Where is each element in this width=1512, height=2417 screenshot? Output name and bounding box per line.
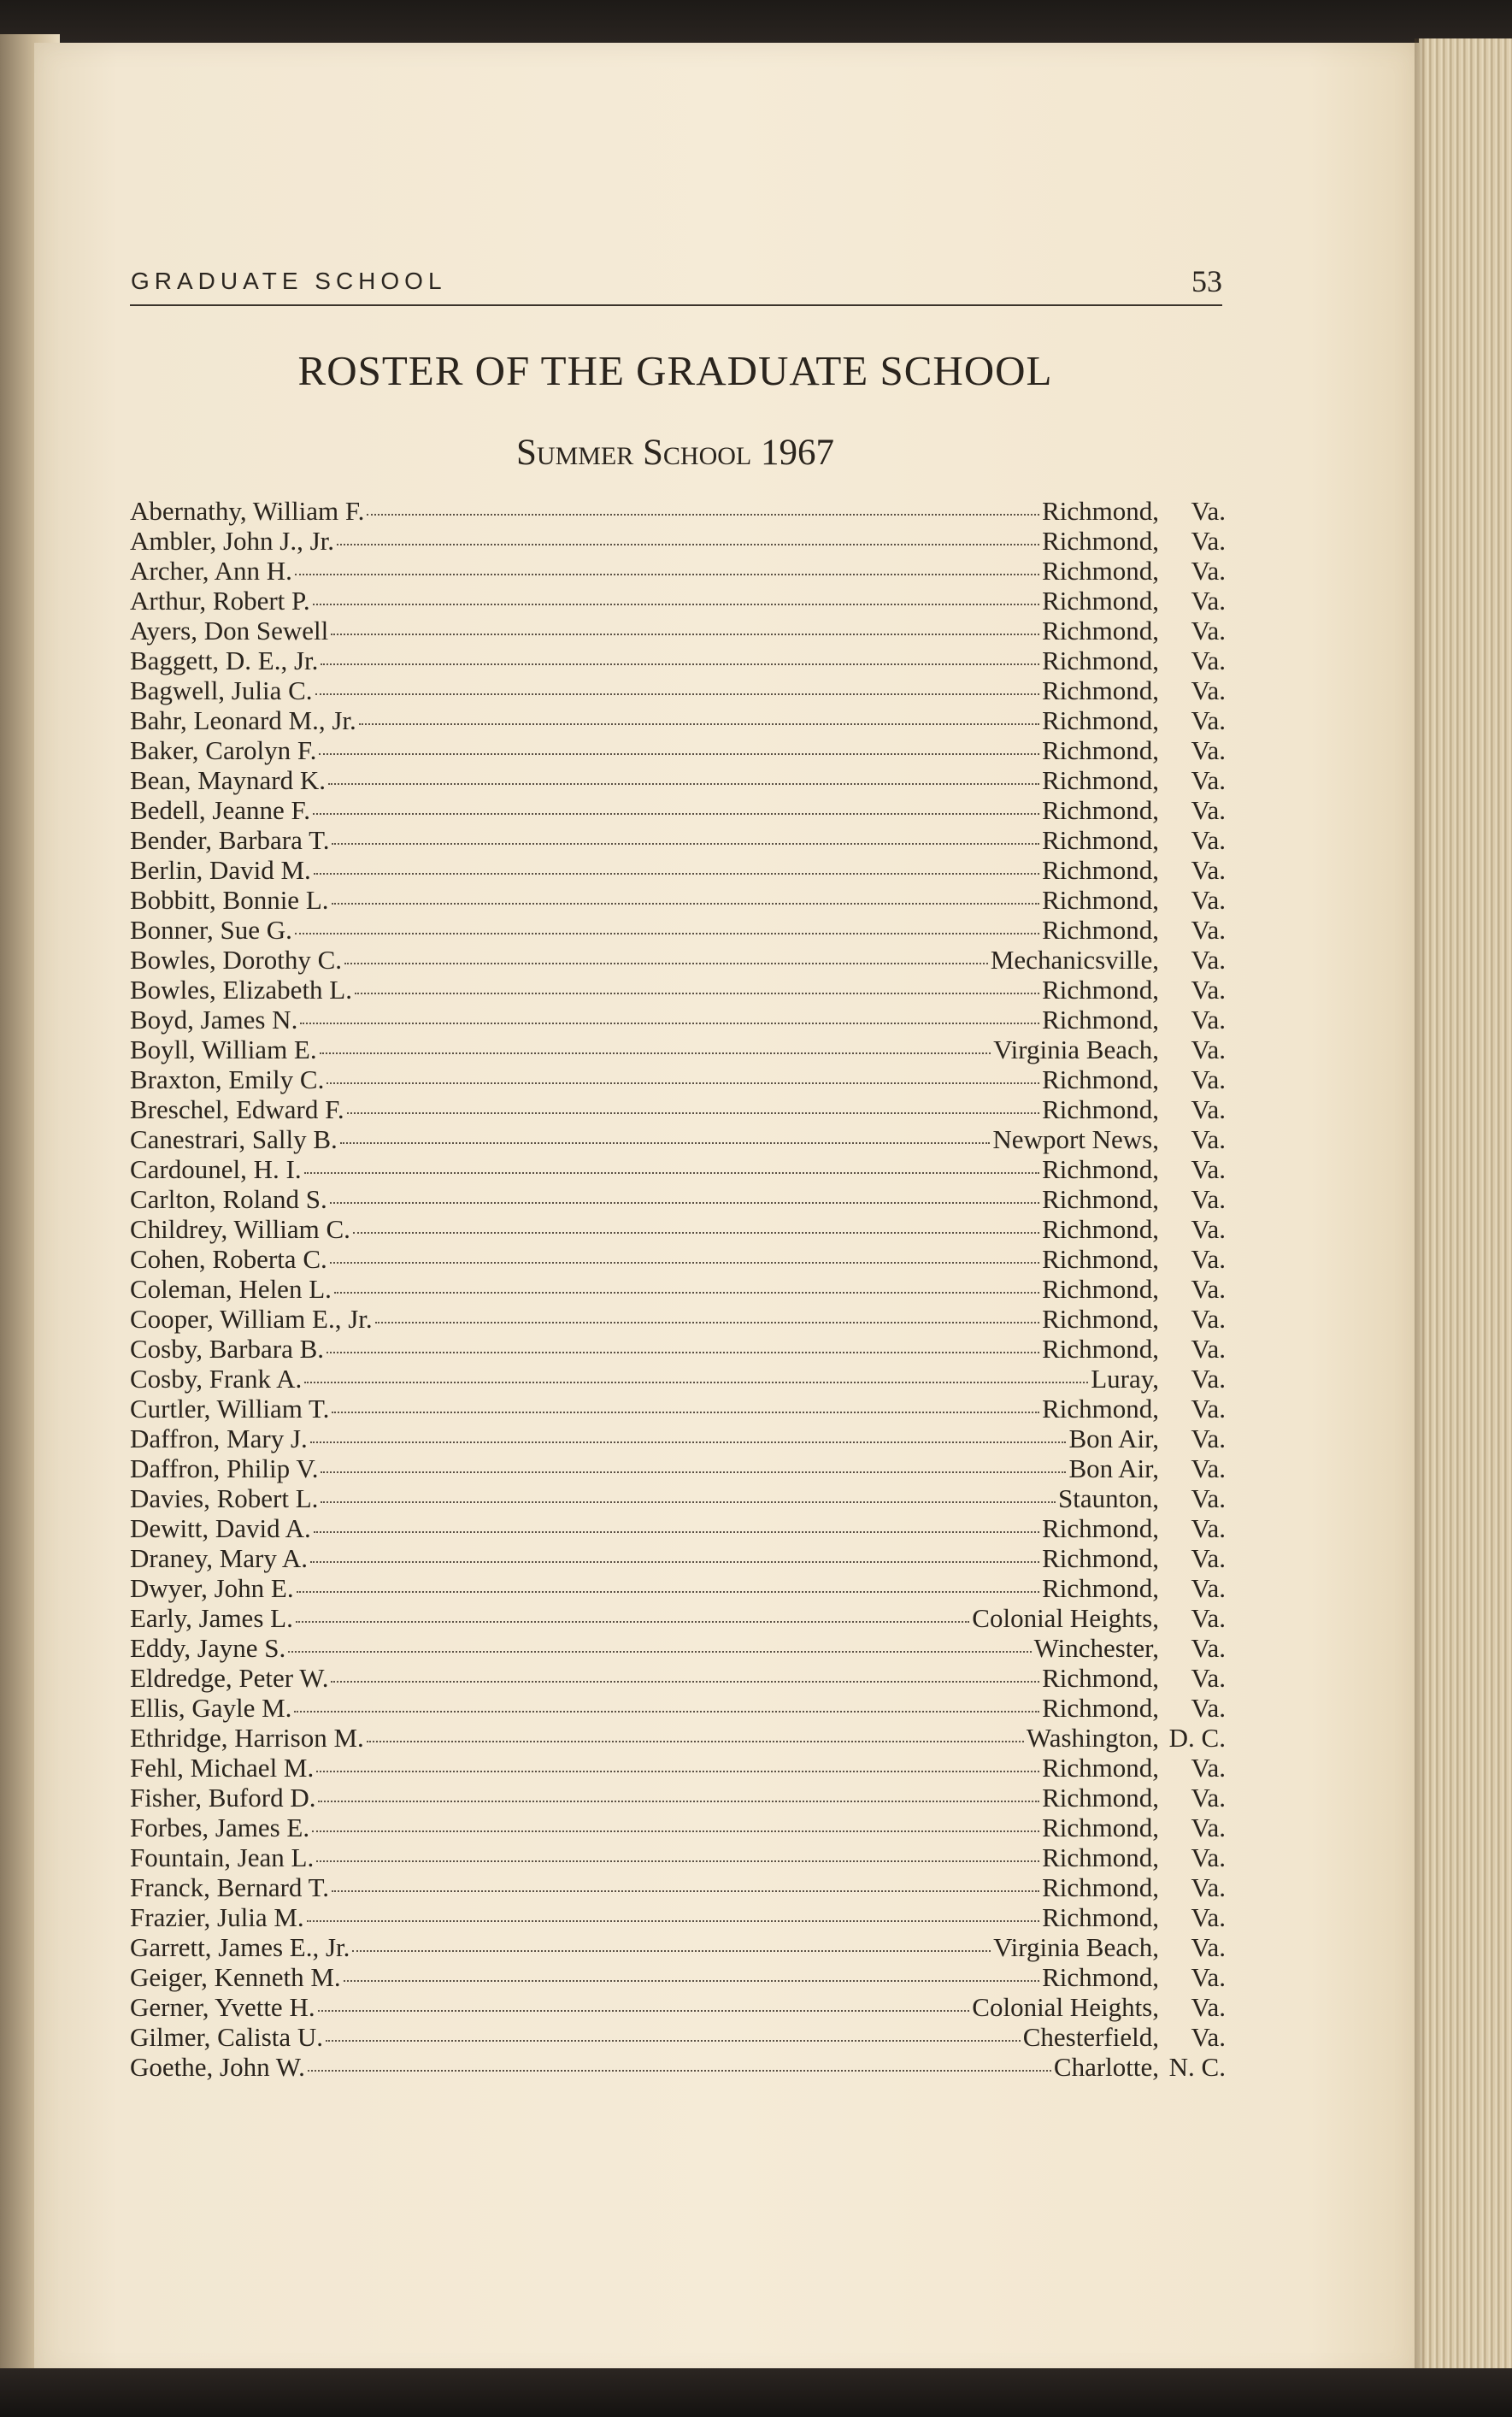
hometown: Richmond, xyxy=(1042,1154,1159,1184)
dot-leader xyxy=(355,993,1039,994)
state: Va. xyxy=(1191,855,1226,885)
dot-leader xyxy=(332,843,1039,845)
roster-entry xyxy=(130,1184,1226,1214)
state: Va. xyxy=(1191,765,1226,795)
hometown: Richmond, xyxy=(1042,1783,1159,1813)
roster-entry xyxy=(130,1962,1226,1992)
state: Va. xyxy=(1191,1663,1226,1693)
roster-entry xyxy=(130,496,1226,526)
state: Va. xyxy=(1191,1992,1226,2022)
dot-leader xyxy=(313,604,1039,605)
hometown: Richmond, xyxy=(1042,825,1159,855)
student-name: Bagwell, Julia C. xyxy=(130,675,313,705)
roster-entry xyxy=(130,1813,1226,1842)
roster-entry xyxy=(130,1304,1226,1334)
state: Va. xyxy=(1191,1094,1226,1124)
roster-entry xyxy=(130,915,1226,945)
state: Va. xyxy=(1191,586,1226,616)
student-name: Ethridge, Harrison M. xyxy=(130,1723,364,1753)
student-name: Boyll, William E. xyxy=(130,1035,317,1064)
running-head: GRADUATE SCHOOL xyxy=(131,268,447,294)
student-name: Early, James L. xyxy=(130,1603,293,1633)
student-name: Breschel, Edward F. xyxy=(130,1094,344,1124)
hometown: Richmond, xyxy=(1042,1394,1159,1424)
state: Va. xyxy=(1191,1932,1226,1962)
state: Va. xyxy=(1191,1244,1226,1274)
roster-entry xyxy=(130,1723,1226,1753)
hometown: Richmond, xyxy=(1042,1753,1159,1783)
roster-entry xyxy=(130,1992,1226,2022)
student-name: Fisher, Buford D. xyxy=(130,1783,316,1813)
dot-leader xyxy=(332,1890,1039,1892)
state: Va. xyxy=(1191,1364,1226,1394)
hometown: Richmond, xyxy=(1042,1304,1159,1334)
state: Va. xyxy=(1191,646,1226,675)
dot-leader xyxy=(297,1591,1039,1593)
hometown: Richmond, xyxy=(1042,1872,1159,1902)
page-edge-shadow xyxy=(1415,38,1427,2381)
hometown: Richmond, xyxy=(1042,616,1159,646)
roster-entry xyxy=(130,1154,1226,1184)
student-name: Cosby, Barbara B. xyxy=(130,1334,325,1364)
state: Va. xyxy=(1191,1842,1226,1872)
roster-entry xyxy=(130,1214,1226,1244)
student-name: Bahr, Leonard M., Jr. xyxy=(130,705,356,735)
roster-entry xyxy=(130,1424,1226,1453)
roster-entry xyxy=(130,975,1226,1005)
hometown: Richmond, xyxy=(1042,556,1159,586)
hometown: Richmond, xyxy=(1042,1184,1159,1214)
state: Va. xyxy=(1191,2022,1226,2052)
page-edges xyxy=(1419,38,1512,2381)
hometown: Richmond, xyxy=(1042,705,1159,735)
hometown: Richmond, xyxy=(1042,526,1159,556)
roster-entry xyxy=(130,1005,1226,1035)
hometown: Winchester, xyxy=(1033,1633,1159,1663)
state: Va. xyxy=(1191,1334,1226,1364)
hometown: Richmond, xyxy=(1042,1005,1159,1035)
state: N. C. xyxy=(1168,2052,1226,2082)
student-name: Cardounel, H. I. xyxy=(130,1154,302,1184)
state: Va. xyxy=(1191,1633,1226,1663)
student-name: Garrett, James E., Jr. xyxy=(130,1932,350,1962)
dot-leader xyxy=(330,1202,1039,1204)
dot-leader xyxy=(367,1741,1024,1742)
student-name: Bowles, Elizabeth L. xyxy=(130,975,352,1005)
dot-leader xyxy=(312,1830,1039,1832)
roster-entry xyxy=(130,1842,1226,1872)
dot-leader xyxy=(367,514,1039,516)
dot-leader xyxy=(332,1412,1039,1413)
dot-leader xyxy=(315,693,1040,695)
state: Va. xyxy=(1191,1902,1226,1932)
hometown: Richmond, xyxy=(1042,1543,1159,1573)
hometown: Richmond, xyxy=(1042,735,1159,765)
roster-entry xyxy=(130,2022,1226,2052)
state: Va. xyxy=(1191,675,1226,705)
dot-leader xyxy=(353,1232,1039,1234)
dot-leader xyxy=(310,1441,1067,1443)
state: Va. xyxy=(1191,1035,1226,1064)
roster-entry xyxy=(130,526,1226,556)
state: Va. xyxy=(1191,705,1226,735)
roster-entry xyxy=(130,1124,1226,1154)
student-name: Cooper, William E., Jr. xyxy=(130,1304,373,1334)
dot-leader xyxy=(332,903,1040,905)
dot-leader xyxy=(320,1052,991,1054)
roster-entry xyxy=(130,1513,1226,1543)
dot-leader xyxy=(294,1711,1039,1713)
student-name: Ayers, Don Sewell xyxy=(130,616,329,646)
student-name: Braxton, Emily C. xyxy=(130,1064,325,1094)
roster-entry xyxy=(130,1573,1226,1603)
dot-leader xyxy=(327,1082,1039,1084)
hometown: Virginia Beach, xyxy=(993,1932,1159,1962)
state: Va. xyxy=(1191,735,1226,765)
roster-entry xyxy=(130,1094,1226,1124)
roster-entry xyxy=(130,1334,1226,1364)
student-name: Bedell, Jeanne F. xyxy=(130,795,311,825)
hometown: Richmond, xyxy=(1042,795,1159,825)
hometown: Richmond, xyxy=(1042,1244,1159,1274)
hometown: Richmond, xyxy=(1042,1214,1159,1244)
state: D. C. xyxy=(1168,1723,1226,1753)
student-name: Draney, Mary A. xyxy=(130,1543,309,1573)
dot-leader xyxy=(326,2040,1021,2042)
state: Va. xyxy=(1191,1543,1226,1573)
dot-leader xyxy=(340,1142,991,1144)
state: Va. xyxy=(1191,1872,1226,1902)
dot-leader xyxy=(334,1292,1039,1294)
dot-leader xyxy=(359,723,1039,725)
roster-entry xyxy=(130,1274,1226,1304)
hometown: Richmond, xyxy=(1042,1064,1159,1094)
hometown: Colonial Heights, xyxy=(972,1992,1159,2022)
state: Va. xyxy=(1191,1424,1226,1453)
hometown: Richmond, xyxy=(1042,1573,1159,1603)
state: Va. xyxy=(1191,1064,1226,1094)
hometown: Washington, xyxy=(1026,1723,1159,1753)
state: Va. xyxy=(1191,1603,1226,1633)
state: Va. xyxy=(1191,825,1226,855)
hometown: Richmond, xyxy=(1042,1962,1159,1992)
student-name: Fountain, Jean L. xyxy=(130,1842,315,1872)
roster-entry xyxy=(130,1035,1226,1064)
hometown: Virginia Beach, xyxy=(993,1035,1159,1064)
dot-leader xyxy=(328,783,1039,785)
student-name: Boyd, James N. xyxy=(130,1005,298,1035)
dot-leader xyxy=(295,574,1039,575)
roster-entry xyxy=(130,1364,1226,1394)
state: Va. xyxy=(1191,1124,1226,1154)
header-rule xyxy=(130,304,1222,306)
hometown: Richmond, xyxy=(1042,885,1159,915)
roster-entry xyxy=(130,1663,1226,1693)
state: Va. xyxy=(1191,795,1226,825)
student-name: Geiger, Kenneth M. xyxy=(130,1962,341,1992)
dot-leader xyxy=(319,753,1039,755)
dot-leader xyxy=(316,1771,1039,1772)
hometown: Richmond, xyxy=(1042,646,1159,675)
student-name: Carlton, Roland S. xyxy=(130,1184,327,1214)
hometown: Richmond, xyxy=(1042,915,1159,945)
state: Va. xyxy=(1191,556,1226,586)
hometown: Richmond, xyxy=(1042,1813,1159,1842)
student-name: Ambler, John J., Jr. xyxy=(130,526,335,556)
student-name: Baker, Carolyn F. xyxy=(130,735,317,765)
dot-leader xyxy=(344,1980,1039,1982)
hometown: Bon Air, xyxy=(1068,1453,1159,1483)
dot-leader xyxy=(321,1471,1066,1473)
roster-entry xyxy=(130,705,1226,735)
roster-list xyxy=(130,496,1226,2082)
student-name: Berlin, David M. xyxy=(130,855,311,885)
dot-leader xyxy=(375,1322,1039,1323)
state: Va. xyxy=(1191,915,1226,945)
student-name: Eldredge, Peter W. xyxy=(130,1663,329,1693)
state: Va. xyxy=(1191,1573,1226,1603)
roster-entry xyxy=(130,855,1226,885)
scan-bottom-border xyxy=(0,2368,1512,2417)
dot-leader xyxy=(296,1621,969,1623)
hometown: Newport News, xyxy=(992,1124,1159,1154)
dot-leader xyxy=(314,873,1039,875)
hometown: Richmond, xyxy=(1042,855,1159,885)
student-name: Daffron, Philip V. xyxy=(130,1453,319,1483)
roster-entry xyxy=(130,675,1226,705)
student-name: Coleman, Helen L. xyxy=(130,1274,332,1304)
dot-leader xyxy=(288,1651,1031,1653)
dot-leader xyxy=(344,963,988,964)
state: Va. xyxy=(1191,945,1226,975)
hometown: Richmond, xyxy=(1042,1274,1159,1304)
state: Va. xyxy=(1191,1693,1226,1723)
student-name: Dewitt, David A. xyxy=(130,1513,311,1543)
dot-leader xyxy=(304,1172,1039,1174)
hometown: Richmond, xyxy=(1042,1334,1159,1364)
hometown: Mechanicsville, xyxy=(990,945,1159,975)
dot-leader xyxy=(347,1112,1039,1114)
hometown: Richmond, xyxy=(1042,586,1159,616)
hometown: Colonial Heights, xyxy=(972,1603,1159,1633)
state: Va. xyxy=(1191,1783,1226,1813)
hometown: Richmond, xyxy=(1042,975,1159,1005)
hometown: Chesterfield, xyxy=(1022,2022,1159,2052)
student-name: Curtler, William T. xyxy=(130,1394,330,1424)
dot-leader xyxy=(295,933,1039,934)
student-name: Davies, Robert L. xyxy=(130,1483,319,1513)
hometown: Richmond, xyxy=(1042,1693,1159,1723)
student-name: Archer, Ann H. xyxy=(130,556,292,586)
roster-entry xyxy=(130,1902,1226,1932)
state: Va. xyxy=(1191,1394,1226,1424)
roster-entry xyxy=(130,825,1226,855)
state: Va. xyxy=(1191,1753,1226,1783)
state: Va. xyxy=(1191,1453,1226,1483)
roster-entry xyxy=(130,1693,1226,1723)
roster-entry xyxy=(130,556,1226,586)
roster-entry xyxy=(130,1453,1226,1483)
student-name: Arthur, Robert P. xyxy=(130,586,310,616)
student-name: Baggett, D. E., Jr. xyxy=(130,646,319,675)
dot-leader xyxy=(304,1382,1088,1383)
roster-entry xyxy=(130,765,1226,795)
hometown: Richmond, xyxy=(1042,496,1159,526)
roster-entry xyxy=(130,2052,1226,2082)
hometown: Richmond, xyxy=(1042,675,1159,705)
dot-leader xyxy=(308,2070,1051,2072)
state: Va. xyxy=(1191,1483,1226,1513)
student-name: Bean, Maynard K. xyxy=(130,765,326,795)
state: Va. xyxy=(1191,1304,1226,1334)
student-name: Fehl, Michael M. xyxy=(130,1753,315,1783)
student-name: Dwyer, John E. xyxy=(130,1573,294,1603)
roster-entry xyxy=(130,885,1226,915)
student-name: Cosby, Frank A. xyxy=(130,1364,303,1394)
hometown: Richmond, xyxy=(1042,1663,1159,1693)
roster-entry xyxy=(130,735,1226,765)
dot-leader xyxy=(316,1860,1039,1862)
state: Va. xyxy=(1191,1005,1226,1035)
roster-entry xyxy=(130,1483,1226,1513)
student-name: Childrey, William C. xyxy=(130,1214,350,1244)
roster-entry xyxy=(130,795,1226,825)
student-name: Canestrari, Sally B. xyxy=(130,1124,338,1154)
dot-leader xyxy=(300,1023,1039,1024)
dot-leader xyxy=(331,1681,1039,1683)
roster-entry xyxy=(130,1753,1226,1783)
dot-leader xyxy=(321,1501,1056,1503)
state: Va. xyxy=(1191,1962,1226,1992)
student-name: Cohen, Roberta C. xyxy=(130,1244,327,1274)
roster-entry xyxy=(130,1603,1226,1633)
student-name: Eddy, Jayne S. xyxy=(130,1633,286,1663)
student-name: Bonner, Sue G. xyxy=(130,915,292,945)
dot-leader xyxy=(352,1950,991,1952)
hometown: Luray, xyxy=(1091,1364,1159,1394)
student-name: Ellis, Gayle M. xyxy=(130,1693,292,1723)
roster-entry xyxy=(130,1244,1226,1274)
dot-leader xyxy=(331,634,1039,635)
dot-leader xyxy=(327,1352,1039,1353)
student-name: Forbes, James E. xyxy=(130,1813,310,1842)
dot-leader xyxy=(307,1920,1039,1922)
roster-entry xyxy=(130,646,1226,675)
hometown: Staunton, xyxy=(1058,1483,1159,1513)
roster-entry xyxy=(130,1633,1226,1663)
state: Va. xyxy=(1191,1813,1226,1842)
hometown: Richmond, xyxy=(1042,1902,1159,1932)
student-name: Goethe, John W. xyxy=(130,2052,305,2082)
roster-entry xyxy=(130,945,1226,975)
student-name: Bowles, Dorothy C. xyxy=(130,945,342,975)
roster-entry xyxy=(130,1543,1226,1573)
state: Va. xyxy=(1191,616,1226,646)
roster-entry xyxy=(130,1394,1226,1424)
state: Va. xyxy=(1191,975,1226,1005)
hometown: Richmond, xyxy=(1042,1513,1159,1543)
roster-entry xyxy=(130,1064,1226,1094)
roster-entry xyxy=(130,1872,1226,1902)
roster-entry xyxy=(130,586,1226,616)
state: Va. xyxy=(1191,1214,1226,1244)
student-name: Bobbitt, Bonnie L. xyxy=(130,885,329,915)
dot-leader xyxy=(330,1262,1039,1264)
hometown: Richmond, xyxy=(1042,1842,1159,1872)
page-title: ROSTER OF THE GRADUATE SCHOOL xyxy=(297,347,1053,394)
hometown: Charlotte, xyxy=(1053,2052,1159,2082)
state: Va. xyxy=(1191,496,1226,526)
state: Va. xyxy=(1191,1154,1226,1184)
state: Va. xyxy=(1191,885,1226,915)
dot-leader xyxy=(310,1561,1039,1563)
dot-leader xyxy=(318,2010,970,2012)
dot-leader xyxy=(318,1801,1039,1802)
dot-leader xyxy=(314,1531,1039,1533)
state: Va. xyxy=(1191,1274,1226,1304)
student-name: Gerner, Yvette H. xyxy=(130,1992,315,2022)
dot-leader xyxy=(313,813,1039,815)
hometown: Richmond, xyxy=(1042,765,1159,795)
student-name: Daffron, Mary J. xyxy=(130,1424,308,1453)
roster-entry xyxy=(130,616,1226,646)
hometown: Bon Air, xyxy=(1068,1424,1159,1453)
state: Va. xyxy=(1191,1513,1226,1543)
page-subtitle: Summer School 1967 xyxy=(515,433,834,473)
student-name: Franck, Bernard T. xyxy=(130,1872,329,1902)
student-name: Gilmer, Calista U. xyxy=(130,2022,324,2052)
dot-leader xyxy=(321,663,1039,665)
student-name: Frazier, Julia M. xyxy=(130,1902,304,1932)
student-name: Abernathy, William F. xyxy=(130,496,365,526)
hometown: Richmond, xyxy=(1042,1094,1159,1124)
state: Va. xyxy=(1191,526,1226,556)
dot-leader xyxy=(337,544,1039,545)
student-name: Bender, Barbara T. xyxy=(130,825,330,855)
roster-entry xyxy=(130,1783,1226,1813)
roster-entry xyxy=(130,1932,1226,1962)
state: Va. xyxy=(1191,1184,1226,1214)
page-number: 53 xyxy=(1191,264,1222,298)
